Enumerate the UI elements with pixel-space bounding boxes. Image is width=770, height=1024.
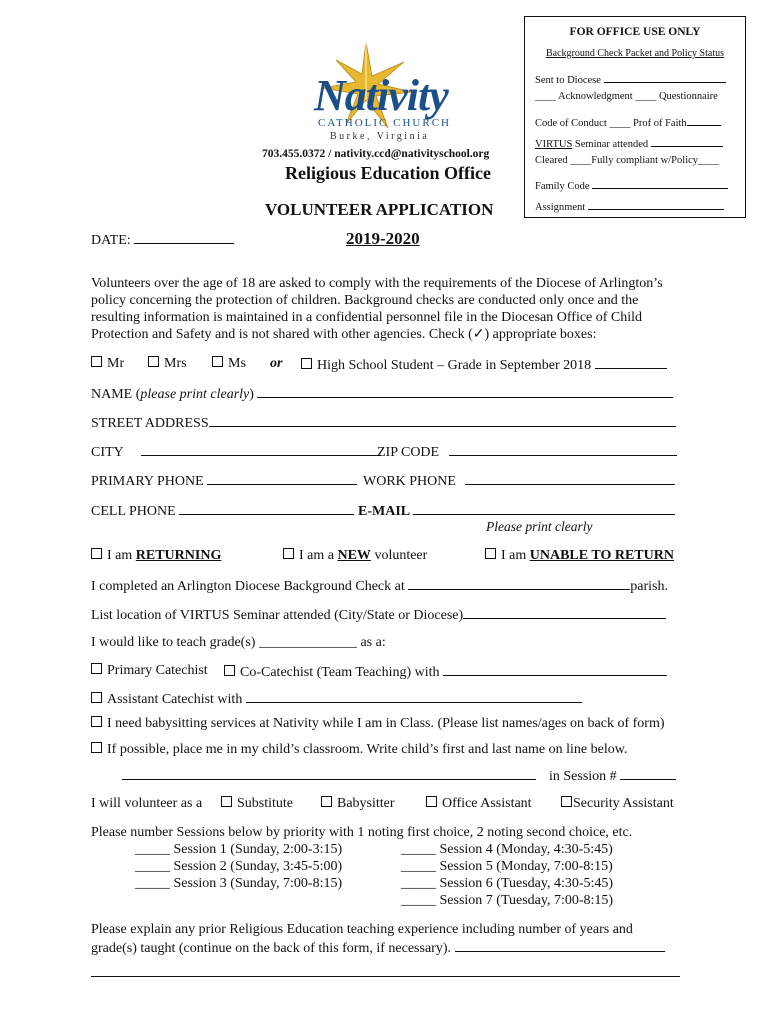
office-assignment[interactable]: Assignment bbox=[535, 197, 724, 214]
street-address-field[interactable]: STREET ADDRESS bbox=[91, 414, 676, 432]
name-field[interactable]: NAME (please print clearly) bbox=[91, 385, 673, 403]
checkbox-icon[interactable] bbox=[221, 796, 232, 807]
volunteer-as-label: I will volunteer as a bbox=[91, 796, 203, 811]
background-check-field[interactable]: I completed an Arlington Diocese Background Check at parish. bbox=[91, 579, 668, 594]
logo-location: Burke, Virginia bbox=[330, 131, 430, 142]
sessions-intro: Please number Sessions below by priority with 1 noting first choice, 2 noting second choice, etc. bbox=[91, 825, 633, 840]
office-virtus[interactable]: VIRTUS Seminar attended bbox=[535, 134, 723, 151]
cell-phone-field[interactable]: CELL PHONE bbox=[91, 502, 354, 520]
session-6[interactable]: _____ Session 6 (Tuesday, 4:30-5:45) bbox=[401, 876, 614, 891]
form-year: 2019-2020 bbox=[346, 229, 420, 248]
experience-line-1: Please explain any prior Religious Education teaching experience including number of years and bbox=[91, 922, 633, 937]
experience-answer-line[interactable] bbox=[91, 976, 680, 977]
office-name: Religious Education Office bbox=[285, 163, 491, 183]
primary-phone-field[interactable]: PRIMARY PHONE bbox=[91, 472, 357, 490]
checkbox-place-child[interactable]: If possible, place me in my child’s classroom. Write child’s first and last name on line below. bbox=[91, 742, 627, 758]
checkbox-security-assistant[interactable]: Security Assistant bbox=[561, 796, 674, 812]
child-name-line[interactable] bbox=[122, 779, 536, 780]
office-cleared[interactable]: Cleared ____Fully compliant w/Policy____ bbox=[535, 155, 720, 166]
session-1[interactable]: _____ Session 1 (Sunday, 2:00-3:15) bbox=[135, 842, 343, 857]
virtus-location-field[interactable]: List location of VIRTUS Seminar attended (City/State or Diocese) bbox=[91, 606, 666, 624]
office-use-box bbox=[524, 16, 746, 218]
checkbox-office-assistant[interactable]: Office Assistant bbox=[426, 796, 532, 812]
checkbox-primary-catechist[interactable]: Primary Catechist bbox=[91, 663, 208, 679]
checkbox-substitute[interactable]: Substitute bbox=[221, 796, 293, 812]
checkbox-icon[interactable] bbox=[426, 796, 437, 807]
checkbox-mrs[interactable]: Mrs bbox=[148, 356, 187, 372]
checkbox-icon[interactable] bbox=[485, 548, 496, 559]
checkbox-icon[interactable] bbox=[561, 796, 572, 807]
checkbox-icon[interactable] bbox=[91, 663, 102, 674]
office-subtitle: Background Check Packet and Policy Status bbox=[545, 48, 725, 59]
checkbox-co-catechist[interactable]: Co-Catechist (Team Teaching) with bbox=[224, 663, 667, 681]
office-family-code[interactable]: Family Code bbox=[535, 176, 728, 193]
checkbox-icon[interactable] bbox=[91, 356, 102, 367]
checkbox-icon[interactable] bbox=[91, 692, 102, 703]
print-clearly-note: Please print clearly bbox=[486, 519, 593, 534]
contact-info: 703.455.0372 / nativity.ccd@nativityschool.org bbox=[262, 148, 490, 160]
office-title: FOR OFFICE USE ONLY bbox=[569, 26, 701, 38]
nativity-logo bbox=[300, 40, 470, 145]
checkbox-returning[interactable]: I am RETURNING bbox=[91, 548, 221, 564]
experience-line-2[interactable]: grade(s) taught (continue on the back of this form, if necessary). bbox=[91, 939, 665, 957]
checkbox-icon[interactable] bbox=[224, 665, 235, 676]
date-field[interactable]: DATE: bbox=[91, 231, 234, 249]
city-field[interactable]: CITY bbox=[91, 443, 381, 461]
checkbox-new-volunteer[interactable]: I am a NEW volunteer bbox=[283, 548, 427, 564]
session-2[interactable]: _____ Session 2 (Sunday, 3:45-5:00) bbox=[135, 859, 343, 874]
email-field[interactable]: E-MAIL bbox=[358, 502, 675, 520]
zip-code-field[interactable]: ZIP CODE bbox=[377, 443, 677, 461]
checkbox-icon[interactable] bbox=[321, 796, 332, 807]
logo-name: Nativity bbox=[314, 71, 448, 120]
intro-line-2: policy concerning the protection of children. Background checks are conducted only once and the bbox=[91, 293, 639, 308]
checkbox-icon[interactable] bbox=[91, 716, 102, 727]
logo-church: CATHOLIC CHURCH bbox=[318, 117, 451, 129]
office-code-of-conduct[interactable]: Code of Conduct ____ Prof of Faith bbox=[535, 113, 721, 130]
intro-line-1: Volunteers over the age of 18 are asked to comply with the requirements of the Diocese of Arlington’s bbox=[91, 276, 663, 291]
session-5[interactable]: _____ Session 5 (Monday, 7:00-8:15) bbox=[401, 859, 613, 874]
teach-grades-field[interactable]: I would like to teach grade(s) ______________ as a: bbox=[91, 635, 386, 650]
checkbox-icon[interactable] bbox=[91, 548, 102, 559]
office-sent-to-diocese[interactable]: Sent to Diocese bbox=[535, 70, 726, 87]
or-label: or bbox=[270, 356, 283, 371]
checkbox-icon[interactable] bbox=[212, 356, 223, 367]
intro-line-4: Protection and Safety and is not shared with other agencies. Check (✓) appropriate boxes: bbox=[91, 327, 597, 342]
checkbox-icon[interactable] bbox=[301, 358, 312, 369]
checkbox-ms[interactable]: Ms bbox=[212, 356, 246, 372]
session-number-field[interactable]: in Session # bbox=[549, 767, 676, 785]
intro-line-3: resulting information is maintained in a confidential personnel file in the Diocesan Office of Child bbox=[91, 310, 643, 325]
checkbox-mr[interactable]: Mr bbox=[91, 356, 124, 372]
session-7[interactable]: _____ Session 7 (Tuesday, 7:00-8:15) bbox=[401, 893, 614, 908]
checkbox-icon[interactable] bbox=[91, 742, 102, 753]
checkbox-icon[interactable] bbox=[148, 356, 159, 367]
checkbox-babysitting[interactable]: I need babysitting services at Nativity while I am in Class. (Please list names/ages on back of form) bbox=[91, 716, 665, 732]
work-phone-field[interactable]: WORK PHONE bbox=[363, 472, 675, 490]
session-3[interactable]: _____ Session 3 (Sunday, 7:00-8:15) bbox=[135, 876, 343, 891]
checkbox-babysitter[interactable]: Babysitter bbox=[321, 796, 395, 812]
session-4[interactable]: _____ Session 4 (Monday, 4:30-5:45) bbox=[401, 842, 613, 857]
checkbox-icon[interactable] bbox=[283, 548, 294, 559]
form-title: VOLUNTEER APPLICATION bbox=[265, 200, 494, 219]
checkbox-unable-to-return[interactable]: I am UNABLE TO RETURN bbox=[485, 548, 674, 564]
office-acknowledgment[interactable]: ____ Acknowledgment ____ Questionnaire bbox=[535, 91, 718, 102]
checkbox-high-school[interactable]: High School Student – Grade in September 2018 bbox=[301, 356, 667, 374]
checkbox-assistant-catechist[interactable]: Assistant Catechist with bbox=[91, 690, 582, 708]
